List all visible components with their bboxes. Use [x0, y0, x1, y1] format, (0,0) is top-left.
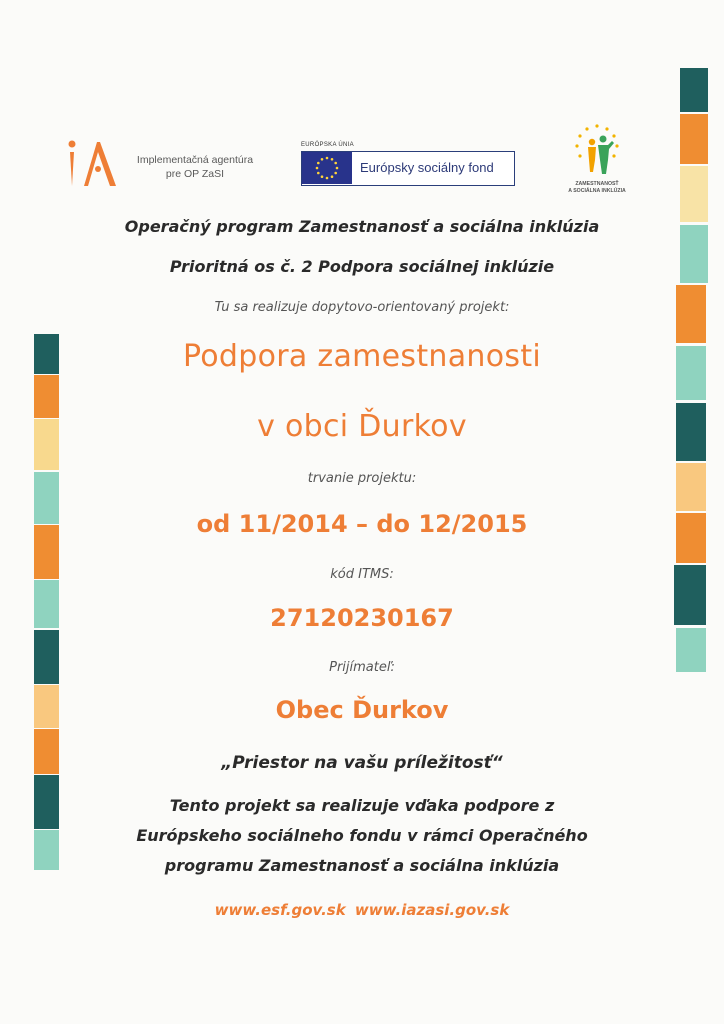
eu-top-label: EURÓPSKA ÚNIA: [301, 142, 354, 148]
project-title-line1: Podpora zamestnanosti: [182, 339, 542, 374]
eu-box: [301, 151, 515, 186]
eu-flag-icon: [302, 152, 352, 184]
link-esf[interactable]: www.esf.gov.sk: [214, 901, 346, 919]
decor-square: [676, 628, 706, 672]
ia-logo-text: [120, 153, 270, 181]
intro-text: Tu sa realizuje dopytovo-orientovaný projekt:: [214, 300, 510, 315]
ia-line2: pre OP ZaSI: [165, 168, 225, 180]
support-line1: Tento projekt sa realizuje vďaka podpore z: [169, 796, 555, 815]
ia-mark-icon: [64, 136, 120, 194]
support-line2: Európskeho sociálneho fondu v rámci Operačného: [136, 826, 588, 845]
decor-square: [676, 346, 706, 400]
eu-fund-label: Európsky sociálny fond: [360, 160, 494, 175]
ia-line1: Implementačná agentúra: [136, 154, 254, 166]
decor-square: [34, 729, 59, 774]
decor-square: [34, 525, 59, 579]
decor-square: [676, 285, 706, 343]
decor-square: [34, 419, 59, 470]
decor-square: [34, 334, 59, 374]
zasi-logo-text: [560, 181, 634, 194]
duration-label: trvanie projektu:: [307, 471, 417, 486]
decor-square: [674, 565, 706, 625]
support-line3: programu Zamestnanosť a sociálna inklúzia: [164, 856, 560, 875]
decor-square: [34, 630, 59, 684]
duration-value: od 11/2014 – do 12/2015: [196, 510, 528, 538]
slogan: „Priestor na vašu príležitosť“: [221, 753, 503, 773]
zasi-line2: A SOCIÁLNA INKLÚZIA: [568, 187, 626, 194]
decor-square: [676, 463, 706, 511]
program-heading: Operačný program Zamestnanosť a sociálna inklúzia: [124, 217, 600, 236]
decor-square: [680, 166, 708, 222]
decor-square: [34, 472, 59, 524]
decor-square: [34, 775, 59, 829]
decor-square: [680, 68, 708, 112]
zasi-people-icon: [560, 120, 634, 180]
zasi-line1: ZAMESTNANOSŤ: [575, 181, 619, 187]
decor-square: [680, 114, 708, 164]
eu-logo: [300, 142, 516, 190]
decor-square: [34, 375, 59, 418]
decor-square: [34, 580, 59, 628]
recipient-value: Obec Ďurkov: [275, 696, 449, 724]
itms-value: 27120230167: [270, 604, 454, 632]
ia-logo: [64, 136, 274, 196]
decor-square: [34, 830, 59, 870]
project-title-line2: v obci Ďurkov: [257, 409, 467, 444]
link-iazasi[interactable]: www.iazasi.gov.sk: [354, 901, 510, 919]
decor-square: [676, 513, 706, 563]
decor-square: [676, 403, 706, 461]
recipient-label: Prijímateľ:: [329, 660, 395, 675]
zasi-logo: [560, 120, 634, 200]
decor-square: [34, 685, 59, 728]
links-row: [0, 901, 724, 919]
decor-square: [680, 225, 708, 283]
priority-heading: Prioritná os č. 2 Podpora sociálnej inklúzie: [169, 257, 555, 276]
itms-label: kód ITMS:: [330, 567, 394, 582]
